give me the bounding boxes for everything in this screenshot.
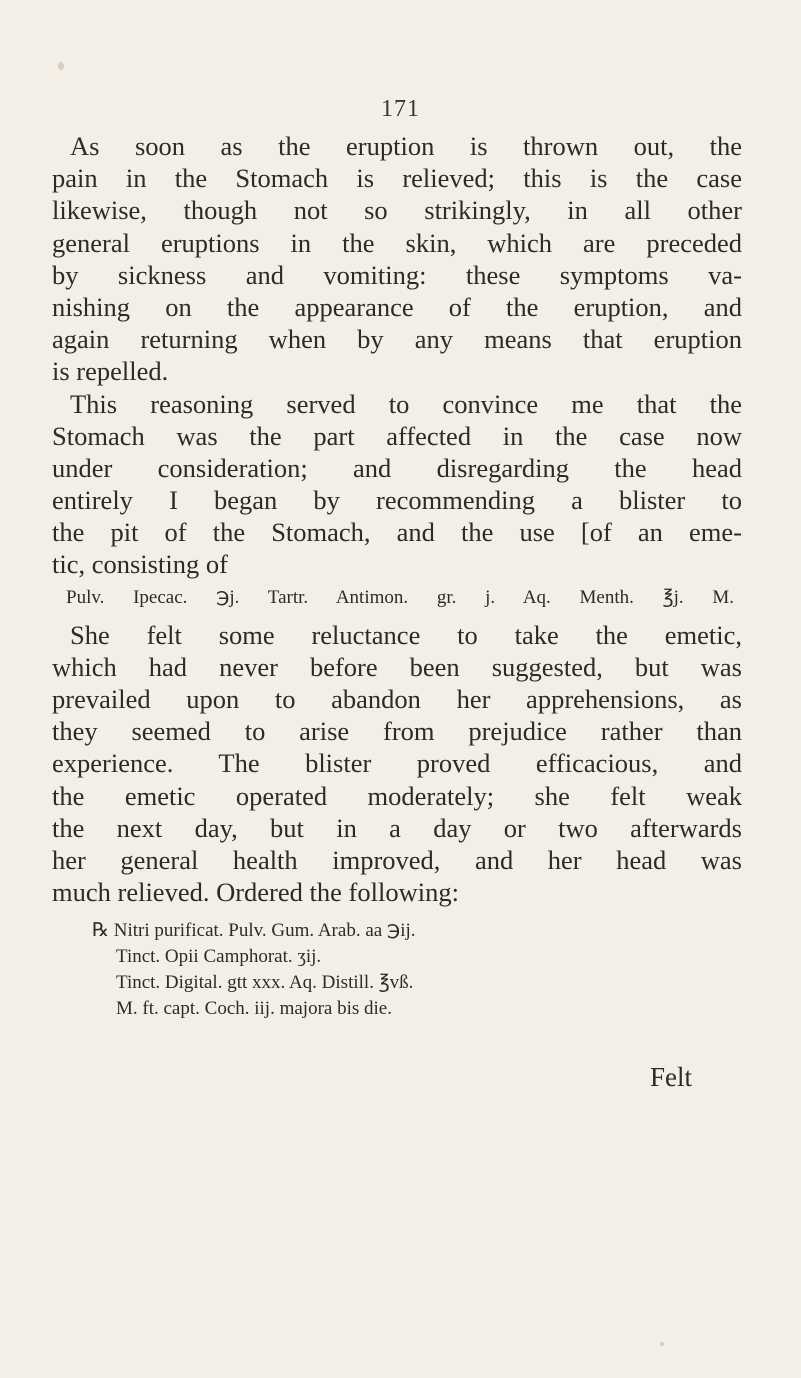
prescription-line: ℞ Nitri purificat. Pulv. Gum. Arab. aa ℈ij. [92,920,416,942]
body-text [52,130,742,1022]
text-line: the pit of the Stomach, and the use [of an eme- [52,517,742,548]
text-line: prevailed upon to abandon her apprehensions, as [52,684,742,714]
paper-speck [660,1342,664,1346]
text-line: which had never before been suggested, but was [52,651,742,682]
prescription-line: M. ft. capt. Coch. iij. majora bis die. [116,998,392,1020]
text-line: general eruptions in the skin, which are preceded [52,227,742,258]
text-line: the emetic operated moderately; she felt weak [52,780,742,811]
text-line: again returning when by any means that eruption [52,324,742,355]
text-line: is repelled. [52,356,169,387]
paragraph-2 [52,388,742,581]
text-line: This reasoning served to convince me that the [70,388,742,419]
page-number: 171 [381,96,420,122]
text-line: pain in the Stomach is relieved; this is the case [52,163,742,194]
text-line: entirely I began by recommending a blister to [52,485,742,516]
text-line: tic, consisting of [52,549,228,580]
paragraph-1 [52,130,742,388]
prescription [52,918,742,1022]
paper-speck [58,62,64,70]
text-line: nishing on the appearance of the eruption, and [52,291,742,322]
catchword: Felt [650,1062,693,1092]
prescription-line: Tinct. Opii Camphorat. ʒij. [116,946,322,968]
text-line: they seemed to arise from prejudice rather than [52,716,742,747]
text-line: her general health improved, and her head was [52,844,742,875]
text-line: She felt some reluctance to take the emetic, [70,619,742,650]
emetic-formula: Pulv. Ipecac. ℈j. Tartr. Antimon. gr. j. Aq. Menth. ℥j. M. [66,586,734,608]
text-line: As soon as the eruption is thrown out, the [70,131,742,161]
prescription-line: Tinct. Digital. gtt xxx. Aq. Distill. ℥vß. [116,972,414,994]
paragraph-3 [52,619,742,909]
text-line: likewise, though not so strikingly, in all other [52,195,742,226]
text-line: Stomach was the part affected in the case now [52,420,742,451]
text-line: much relieved. Ordered the following: [52,877,459,908]
text-line: the next day, but in a day or two afterwards [52,812,742,843]
text-line: by sickness and vomiting: these symptoms va- [52,259,742,290]
text-line: experience. The blister proved efficacious, and [52,748,742,779]
text-line: under consideration; and disregarding the head [52,452,742,483]
